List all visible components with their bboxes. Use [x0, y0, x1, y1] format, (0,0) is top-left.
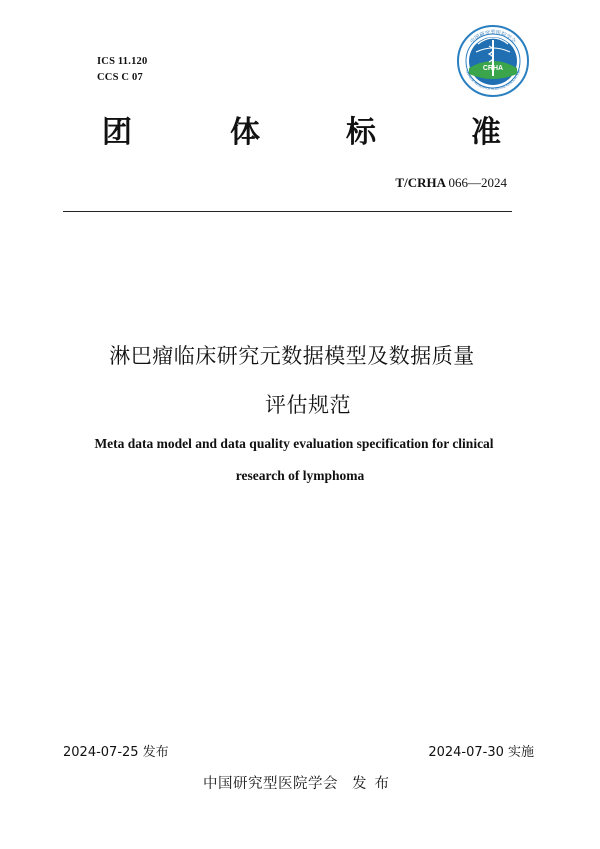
svg-text:CRHA: CRHA: [482, 65, 504, 72]
standard-number: [395, 175, 507, 191]
ics-code: ICS 11.120: [97, 56, 148, 67]
standard-type-char: 标: [346, 115, 376, 150]
title-cn-line1: 淋巴瘤临床研究元数据模型及数据质量: [109, 344, 475, 368]
title-cn-line2: 评估规范: [265, 393, 351, 417]
issuer: [0, 772, 600, 793]
ccs-code: CCS C 07: [97, 72, 143, 83]
standard-type-heading: [0, 113, 600, 153]
header-divider: [63, 211, 512, 212]
svg-text:CHINESE RESEARCH HOSPITAL ASSO: CHINESE RESEARCH HOSPITAL ASSOCIATION: [464, 69, 522, 92]
title-en-line1: Meta data model and data quality evaluation specification for clinical: [94, 436, 494, 451]
svg-text:中国研究型医院学会: 中国研究型医院学会: [469, 30, 517, 45]
standard-type-char: 团: [102, 115, 132, 150]
standard-code: 066—2024: [448, 175, 507, 190]
title-en-line2: research of lymphoma: [235, 468, 365, 483]
standard-type-char: 准: [471, 115, 501, 150]
issuer-name: 中国研究型医院学会: [203, 776, 338, 792]
implement-date: 2024-07-30 实施: [428, 745, 534, 760]
crha-logo-icon: [456, 24, 530, 98]
standard-type-char: 体: [230, 115, 260, 150]
publish-date: 2024-07-25 发布: [63, 745, 169, 760]
issuer-verb: 发布: [352, 776, 397, 792]
standard-prefix: T/CRHA: [395, 175, 446, 190]
